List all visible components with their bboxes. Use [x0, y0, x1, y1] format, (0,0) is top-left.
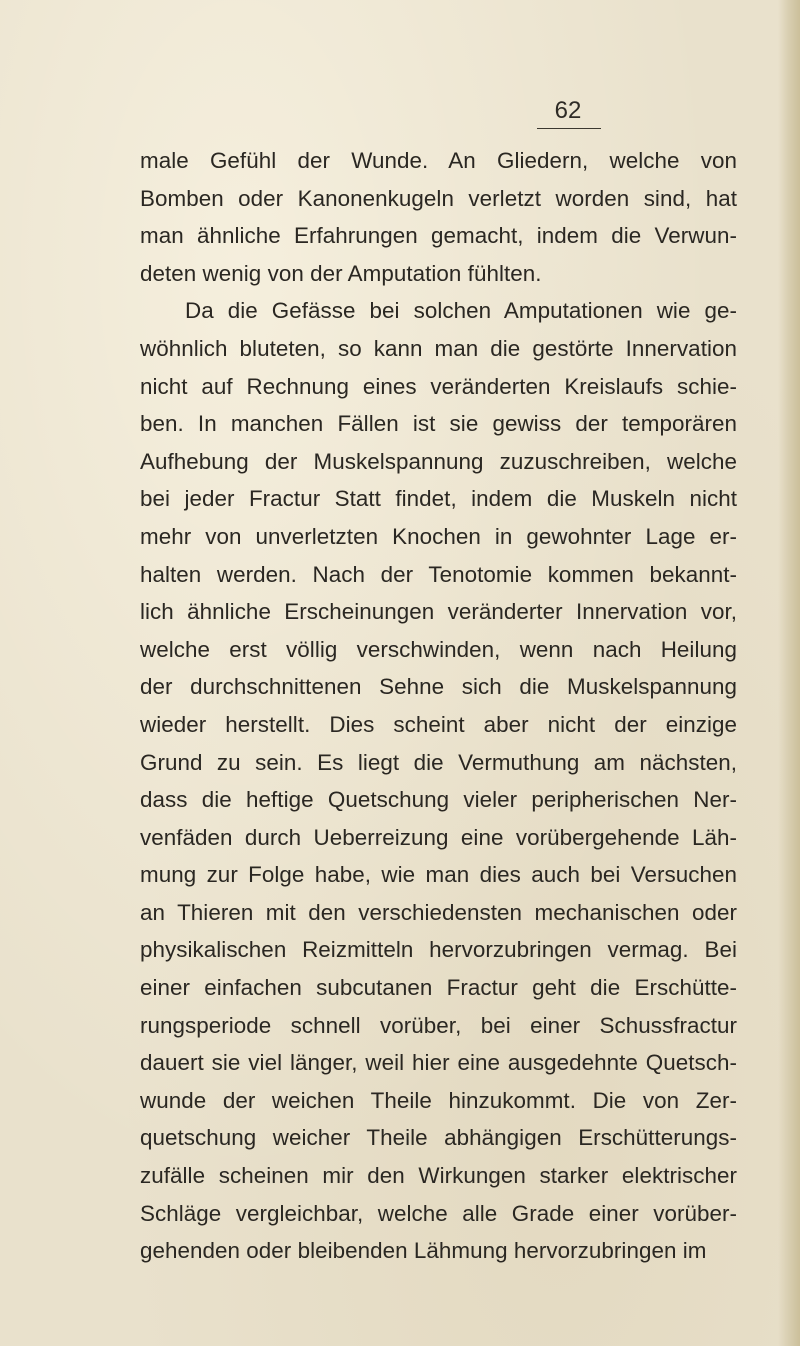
text-line: wöhnlich bluteten, so kann man die gestörte Innervation [140, 335, 737, 361]
text-line: man ähnliche Erfahrungen gemacht, indem die Verwun- [140, 223, 737, 249]
text-line: lich ähnliche Erscheinungen veränderter Innervation vor, [140, 599, 737, 625]
text-line: Grund zu sein. Es liegt die Vermuthung am nächsten, [140, 749, 737, 775]
text-line: gehenden oder bleibenden Lähmung hervorzubringen im [140, 1238, 707, 1264]
text-line: Da die Gefässe bei solchen Amputationen wie ge- [185, 298, 737, 324]
text-line: physikalischen Reizmitteln hervorzubringen vermag. Bei [140, 937, 737, 963]
text-line: Bomben oder Kanonenkugeln verletzt worden sind, hat [140, 185, 737, 211]
text-line: halten werden. Nach der Tenotomie kommen bekannt- [140, 561, 737, 587]
text-line: dauert sie viel länger, weil hier eine ausgedehnte Quetsch- [140, 1050, 737, 1076]
page-edge-shadow [778, 0, 800, 1346]
text-line: Schläge vergleichbar, welche alle Grade einer vorüber- [140, 1200, 737, 1226]
text-line: dass die heftige Quetschung vieler peripherischen Ner- [140, 787, 737, 813]
text-line: bei jeder Fractur Statt findet, indem die Muskeln nicht [140, 486, 737, 512]
text-line: einer einfachen subcutanen Fractur geht die Erschütte- [140, 975, 737, 1001]
body-text [140, 142, 737, 1270]
text-line: male Gefühl der Wunde. An Gliedern, welche von [140, 148, 737, 173]
text-line: an Thieren mit den verschiedensten mechanischen oder [140, 899, 737, 925]
text-line: deten wenig von der Amputation fühlten. [140, 260, 542, 286]
text-line: nicht auf Rechnung eines veränderten Kreislaufs schie- [140, 373, 737, 399]
text-line: zufälle scheinen mir den Wirkungen starker elektrischer [140, 1163, 737, 1189]
text-line: rungsperiode schnell vorüber, bei einer Schussfractur [140, 1012, 737, 1038]
page-number: 62 [554, 97, 582, 124]
text-line: mehr von unverletzten Knochen in gewohnter Lage er- [140, 523, 737, 549]
text-line: venfäden durch Ueberreizung eine vorübergehende Läh- [140, 824, 737, 850]
text-line: mung zur Folge habe, wie man dies auch bei Versuchen [140, 862, 737, 888]
text-line: der durchschnittenen Sehne sich die Muskelspannung [140, 674, 737, 700]
text-line: quetschung weicher Theile abhängigen Erschütterungs- [140, 1125, 737, 1151]
text-line: wunde der weichen Theile hinzukommt. Die von Zer- [140, 1087, 737, 1113]
text-line: welche erst völlig verschwinden, wenn nach Heilung [140, 636, 737, 662]
text-line: ben. In manchen Fällen ist sie gewiss der temporären [140, 411, 737, 437]
text-line: wieder herstellt. Dies scheint aber nicht der einzige [140, 711, 737, 737]
text-line: Aufhebung der Muskelspannung zuzuschreiben, welche [140, 448, 737, 474]
page-number-rule [537, 128, 601, 129]
